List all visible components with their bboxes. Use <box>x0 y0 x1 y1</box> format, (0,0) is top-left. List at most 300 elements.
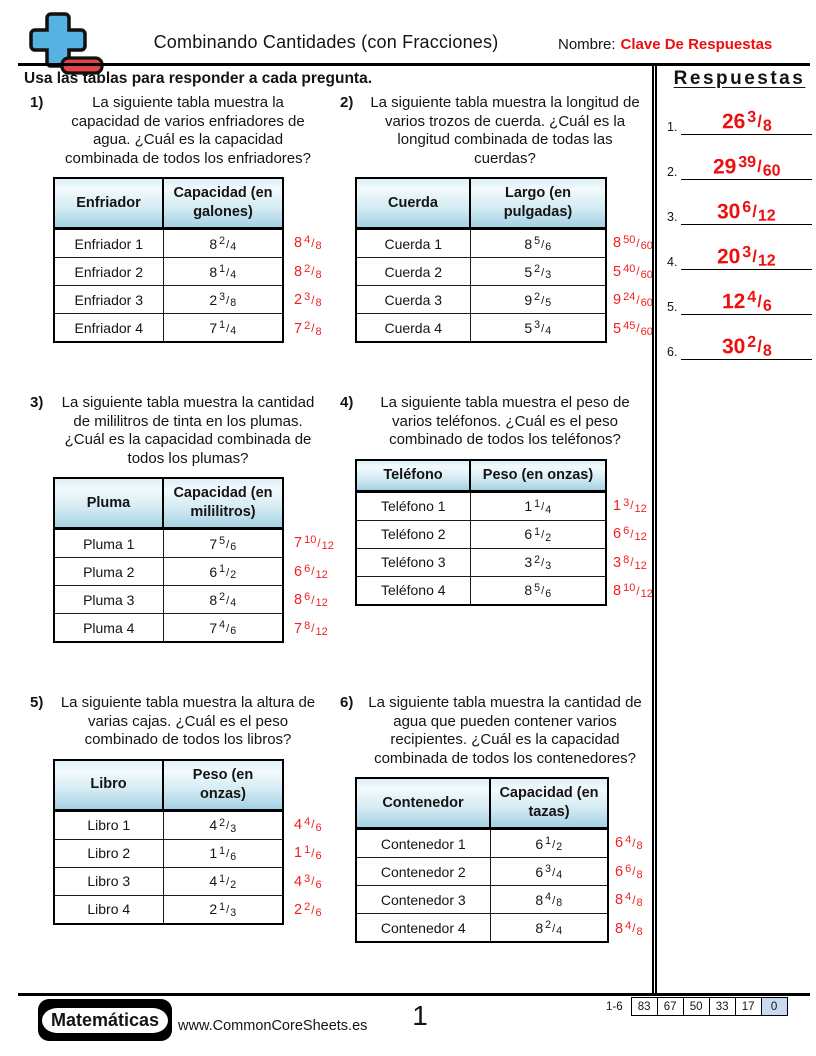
fraction-numerator: 5 <box>534 581 541 594</box>
row-value-fraction <box>535 864 562 880</box>
fraction-whole: 8 <box>294 263 303 280</box>
fraction-denominator: 6 <box>315 878 322 891</box>
question-text-content: La siguiente tabla muestra la cantidad de mililitros de tinta en los plumas. ¿Cuál es la capacidad combinada de todos los plumas? <box>61 394 315 467</box>
brand-badge <box>38 999 172 1041</box>
table-col-header: Pluma <box>54 478 163 529</box>
row-value-fraction <box>524 264 551 280</box>
row-value <box>163 286 283 314</box>
data-table <box>355 777 609 943</box>
data-table <box>355 459 607 606</box>
fraction-numerator: 2 <box>219 591 226 604</box>
fraction-denominator: 2 <box>230 569 237 582</box>
table-col-header: Contenedor <box>356 778 490 829</box>
fraction-whole: 7 <box>294 320 303 337</box>
fraction-whole: 6 <box>535 835 544 852</box>
fraction-whole: 6 <box>209 563 218 580</box>
question-number: 4) <box>340 394 354 411</box>
fraction-whole: 12 <box>721 290 746 314</box>
row-value-fraction <box>209 901 236 917</box>
fraction-whole: 7 <box>294 620 303 637</box>
table-header-row <box>356 178 606 229</box>
table-head <box>54 760 283 811</box>
converted-fraction <box>294 845 322 861</box>
handwritten-converted-value <box>613 520 653 549</box>
fraction-slash: / <box>632 865 636 879</box>
fraction-slash: / <box>541 266 545 279</box>
fraction-whole: 5 <box>524 263 533 280</box>
handwritten-answers-column <box>613 459 653 606</box>
fraction-numerator: 2 <box>219 235 226 248</box>
answer-blank <box>681 100 812 135</box>
table-head <box>54 178 283 229</box>
fraction-denominator: 2 <box>556 841 563 854</box>
fraction-slash: / <box>317 536 321 550</box>
fraction-numerator: 39 <box>738 153 757 172</box>
fraction-denominator: 6 <box>315 821 322 834</box>
fraction-numerator: 1 <box>219 844 226 857</box>
fraction-denominator: 8 <box>315 268 322 281</box>
fraction-slash: / <box>552 866 556 879</box>
table-row <box>356 286 606 314</box>
fraction-numerator: 2 <box>746 333 757 351</box>
question-body <box>355 777 654 943</box>
fraction-denominator: 8 <box>556 897 563 910</box>
converted-fraction <box>615 921 643 937</box>
fraction-whole: 2 <box>209 901 218 917</box>
fraction-numerator: 50 <box>623 234 636 247</box>
table-col-header: Capacidad (en tazas) <box>490 778 608 829</box>
converted-fraction <box>294 817 322 833</box>
fraction-slash: / <box>311 622 315 636</box>
question-number: 1) <box>30 94 44 111</box>
table-row <box>54 839 283 867</box>
score-box: 50 <box>683 998 709 1015</box>
converted-fraction <box>294 564 328 580</box>
fraction-slash: / <box>756 291 762 311</box>
table-row <box>356 520 606 548</box>
fraction-whole: 4 <box>209 817 218 833</box>
fraction-denominator: 4 <box>556 869 563 882</box>
fraction-whole: 3 <box>613 554 622 571</box>
row-value-fraction <box>535 836 562 852</box>
table-col-header: Cuerda <box>356 178 470 229</box>
row-value <box>490 886 608 914</box>
fraction-slash: / <box>311 818 315 832</box>
fraction-slash: / <box>636 584 640 598</box>
fraction-denominator: 5 <box>545 297 552 310</box>
table-row <box>54 314 283 343</box>
fraction-slash: / <box>226 266 230 279</box>
fraction-whole: 1 <box>209 845 218 861</box>
fraction-denominator: 8 <box>315 240 322 253</box>
handwritten-converted-value <box>613 258 653 287</box>
converted-fraction <box>613 555 647 571</box>
row-value <box>163 258 283 286</box>
table-row <box>356 576 606 605</box>
fraction-whole: 3 <box>524 554 533 570</box>
question-block <box>20 94 330 394</box>
table-row <box>54 895 283 924</box>
fraction-numerator: 2 <box>219 816 226 829</box>
fraction-slash: / <box>552 922 556 935</box>
row-value <box>163 529 283 558</box>
fraction-numerator: 2 <box>545 919 552 932</box>
fraction-numerator: 6 <box>623 525 630 538</box>
row-label: Cuerda 1 <box>356 229 470 258</box>
row-value <box>163 314 283 343</box>
row-label: Libro 4 <box>54 895 163 924</box>
fraction-denominator: 12 <box>634 531 647 544</box>
question-header <box>30 394 330 468</box>
table-row <box>356 491 606 520</box>
fraction-slash: / <box>752 201 758 222</box>
fraction-denominator: 12 <box>315 597 328 610</box>
fraction-whole: 6 <box>294 563 303 580</box>
handwritten-answers-column <box>615 777 643 943</box>
question-block <box>330 94 654 394</box>
fraction-denominator: 12 <box>758 252 777 270</box>
fraction-whole: 26 <box>721 110 746 134</box>
score-box: 67 <box>657 998 683 1015</box>
row-value <box>470 314 606 343</box>
row-label: Contenedor 1 <box>356 829 490 858</box>
question-text <box>56 94 330 168</box>
row-value-fraction <box>209 320 236 336</box>
fraction-denominator: 6 <box>230 850 237 863</box>
fraction-numerator: 2 <box>304 262 311 275</box>
fraction-denominator: 6 <box>230 625 237 638</box>
handwritten-converted-value <box>294 896 322 925</box>
fraction-whole: 6 <box>613 526 622 543</box>
row-value-fraction <box>524 526 551 542</box>
table-row <box>54 529 283 558</box>
row-value <box>470 548 606 576</box>
handwritten-converted-value <box>294 229 322 258</box>
fraction-whole: 8 <box>524 235 533 252</box>
question-body <box>53 177 330 343</box>
fraction-whole: 8 <box>294 592 303 609</box>
fraction-numerator: 4 <box>304 234 311 247</box>
question-header <box>340 394 654 450</box>
fraction-numerator: 5 <box>219 535 226 548</box>
fraction-whole: 7 <box>294 535 303 552</box>
fraction-denominator: 8 <box>762 117 772 135</box>
handwritten-converted-value <box>613 286 653 315</box>
question-number: 2) <box>340 94 354 111</box>
fraction-numerator: 6 <box>742 198 752 217</box>
row-value <box>163 895 283 924</box>
fraction-numerator: 45 <box>623 319 636 332</box>
fraction-denominator: 6 <box>545 587 552 600</box>
fraction-slash: / <box>226 594 230 607</box>
fraction-numerator: 5 <box>534 235 541 248</box>
row-value <box>163 558 283 586</box>
answer-fraction <box>722 290 772 315</box>
fraction-whole: 2 <box>294 292 303 309</box>
fraction-slash: / <box>311 846 315 860</box>
table-col-header: Libro <box>54 760 163 811</box>
handwritten-converted-value <box>613 549 653 578</box>
handwritten-converted-value <box>613 577 653 606</box>
fraction-numerator: 4 <box>545 891 552 904</box>
table-col-header: Peso (en onzas) <box>163 760 283 811</box>
row-label: Contenedor 4 <box>356 914 490 943</box>
question-number: 5) <box>30 694 44 711</box>
score-boxes <box>631 997 788 1016</box>
fraction-numerator: 2 <box>534 553 541 566</box>
converted-fraction <box>613 526 647 542</box>
fraction-denominator: 3 <box>230 822 237 835</box>
name-label: Nombre: <box>558 36 616 53</box>
fraction-numerator: 4 <box>219 619 226 632</box>
fraction-whole: 8 <box>209 263 218 280</box>
row-label: Contenedor 3 <box>356 886 490 914</box>
fraction-denominator: 60 <box>762 162 781 180</box>
data-table <box>53 477 284 643</box>
fraction-numerator: 1 <box>219 900 226 913</box>
score-box: 17 <box>735 998 761 1015</box>
fraction-denominator: 6 <box>315 850 322 863</box>
table-body <box>54 529 283 643</box>
row-label: Enfriador 1 <box>54 229 163 258</box>
fraction-denominator: 12 <box>315 625 328 638</box>
answer-item <box>667 90 812 135</box>
answer-number: 1. <box>667 120 678 134</box>
handwritten-converted-value <box>294 529 334 558</box>
question-text <box>366 94 654 168</box>
answer-fraction <box>717 244 776 269</box>
table-body <box>54 229 283 343</box>
fraction-denominator: 4 <box>230 241 237 254</box>
row-value-fraction <box>535 892 562 908</box>
fraction-whole: 6 <box>615 863 624 880</box>
handwritten-converted-value <box>294 286 322 315</box>
row-value <box>490 914 608 943</box>
name-row <box>558 36 772 53</box>
page-number: 1 <box>412 1000 428 1031</box>
fraction-denominator: 4 <box>230 269 237 282</box>
fraction-denominator: 60 <box>640 325 653 338</box>
fraction-whole: 4 <box>209 873 218 889</box>
answer-item <box>667 315 812 360</box>
fraction-slash: / <box>541 557 545 570</box>
fraction-whole: 8 <box>535 919 544 936</box>
fraction-whole: 2 <box>294 902 303 919</box>
fraction-numerator: 4 <box>625 919 632 932</box>
row-label: Enfriador 3 <box>54 286 163 314</box>
table-body <box>356 229 606 343</box>
fraction-slash: / <box>541 322 545 335</box>
answer-number: 3. <box>667 210 678 224</box>
question-body <box>355 177 654 343</box>
row-label: Teléfono 3 <box>356 548 470 576</box>
row-value-fraction <box>209 873 236 889</box>
fraction-whole: 8 <box>209 235 218 252</box>
fraction-denominator: 8 <box>636 840 643 853</box>
fraction-slash: / <box>226 538 230 551</box>
fraction-numerator: 3 <box>742 243 752 262</box>
row-value-fraction <box>524 554 551 570</box>
row-value-fraction <box>524 582 551 598</box>
fraction-slash: / <box>632 893 636 907</box>
question-text-content: La siguiente tabla muestra la capacidad de varios enfriadores de agua. ¿Cuál es la capacidad combinada de todos los enfriadores? <box>65 94 311 167</box>
row-value-fraction <box>209 592 236 608</box>
fraction-denominator: 12 <box>758 207 777 225</box>
row-value-fraction <box>524 292 551 308</box>
fraction-denominator: 6 <box>230 541 237 554</box>
answer-item <box>667 135 812 180</box>
fraction-slash: / <box>226 904 230 917</box>
row-value-fraction <box>524 236 551 252</box>
fraction-numerator: 3 <box>304 872 311 885</box>
fraction-whole: 4 <box>294 873 303 890</box>
fraction-slash: / <box>552 838 556 851</box>
fraction-numerator: 1 <box>219 872 226 885</box>
handwritten-converted-value <box>613 492 653 521</box>
fraction-whole: 7 <box>209 319 218 336</box>
table-header-row <box>54 760 283 811</box>
row-value-fraction <box>209 845 236 861</box>
fraction-denominator: 4 <box>545 503 552 516</box>
page-title: Combinando Cantidades (con Fracciones) <box>153 32 499 52</box>
row-label: Pluma 1 <box>54 529 163 558</box>
fraction-slash: / <box>552 894 556 907</box>
fraction-denominator: 3 <box>230 906 237 919</box>
fraction-denominator: 8 <box>762 342 772 360</box>
row-value-fraction <box>209 564 236 580</box>
problem-range: 1-6 <box>606 1000 623 1013</box>
row-label: Teléfono 1 <box>356 491 470 520</box>
row-value <box>163 614 283 643</box>
table-row <box>54 558 283 586</box>
row-label: Pluma 4 <box>54 614 163 643</box>
converted-fraction <box>613 264 653 280</box>
handwritten-converted-value <box>615 886 643 915</box>
fraction-numerator: 3 <box>623 496 630 509</box>
fraction-numerator: 40 <box>623 262 636 275</box>
website-url: www.CommonCoreSheets.es <box>178 1018 368 1034</box>
fraction-numerator: 1 <box>304 844 311 857</box>
fraction-slash: / <box>756 336 762 356</box>
row-value <box>163 810 283 839</box>
fraction-whole: 8 <box>535 891 544 908</box>
footer-divider <box>18 993 810 996</box>
row-value-fraction <box>209 292 236 308</box>
fraction-slash: / <box>311 265 315 279</box>
fraction-numerator: 3 <box>219 291 226 304</box>
fraction-slash: / <box>636 265 640 279</box>
data-table <box>355 177 607 343</box>
fraction-slash: / <box>632 922 636 936</box>
fraction-slash: / <box>636 236 640 250</box>
fraction-slash: / <box>226 294 230 307</box>
answer-number: 5. <box>667 300 678 314</box>
handwritten-converted-value <box>294 868 322 897</box>
converted-fraction <box>613 498 647 514</box>
converted-fraction <box>615 892 643 908</box>
question-body <box>53 759 330 925</box>
answers-list <box>667 90 812 360</box>
fraction-slash: / <box>226 876 230 889</box>
row-label: Pluma 2 <box>54 558 163 586</box>
question-text <box>56 694 330 750</box>
handwritten-answers-column <box>613 177 653 343</box>
question-header <box>30 94 330 168</box>
fraction-denominator: 12 <box>640 588 653 601</box>
fraction-slash: / <box>311 236 315 250</box>
questions-grid <box>20 94 654 994</box>
row-value-fraction <box>209 264 236 280</box>
fraction-slash: / <box>226 566 230 579</box>
handwritten-converted-value <box>294 811 322 840</box>
fraction-denominator: 4 <box>230 325 237 338</box>
question-block <box>20 394 334 694</box>
brand-logo <box>26 10 106 78</box>
table-row <box>54 286 283 314</box>
fraction-slash: / <box>311 565 315 579</box>
question-header <box>340 694 654 768</box>
fraction-numerator: 4 <box>304 815 311 828</box>
fraction-numerator: 3 <box>534 319 541 332</box>
answer-fraction <box>722 110 772 135</box>
question-block <box>330 394 654 694</box>
table-body <box>54 810 283 924</box>
fraction-denominator: 8 <box>636 897 643 910</box>
table-row <box>356 829 608 858</box>
table-row <box>356 886 608 914</box>
fraction-numerator: 1 <box>545 835 552 848</box>
question-text-content: La siguiente tabla muestra la cantidad de agua que pueden contener varios recipientes. ¿Cuál es la capacidad combinada de todos los contenedores? <box>368 694 642 767</box>
fraction-numerator: 4 <box>625 834 632 847</box>
question-body <box>53 477 334 643</box>
fraction-whole: 4 <box>294 816 303 833</box>
fraction-denominator: 3 <box>545 559 552 572</box>
fraction-denominator: 6 <box>762 297 772 315</box>
fraction-whole: 8 <box>613 235 622 252</box>
handwritten-answers-column <box>294 177 322 343</box>
fraction-numerator: 1 <box>534 525 541 538</box>
question-header <box>340 94 654 168</box>
fraction-slash: / <box>630 499 634 513</box>
plus-minus-icon <box>26 10 106 78</box>
row-value <box>470 520 606 548</box>
row-value-fraction <box>524 498 551 514</box>
handwritten-converted-value <box>294 258 322 287</box>
fraction-whole: 6 <box>524 526 533 542</box>
fraction-whole: 6 <box>535 863 544 880</box>
table-header-row <box>356 778 608 829</box>
table-row <box>356 314 606 343</box>
question-number: 3) <box>30 394 44 411</box>
fraction-numerator: 2 <box>304 319 311 332</box>
fraction-denominator: 4 <box>545 325 552 338</box>
fraction-whole: 29 <box>712 155 737 179</box>
converted-fraction <box>613 235 653 251</box>
fraction-numerator: 3 <box>304 291 311 304</box>
fraction-whole: 7 <box>209 535 218 552</box>
table-row <box>54 258 283 286</box>
fraction-denominator: 8 <box>636 925 643 938</box>
fraction-slash: / <box>636 293 640 307</box>
fraction-slash: / <box>630 527 634 541</box>
table-row <box>356 229 606 258</box>
fraction-slash: / <box>541 294 545 307</box>
table-head <box>54 478 283 529</box>
fraction-denominator: 6 <box>315 907 322 920</box>
handwritten-converted-value <box>294 615 334 644</box>
converted-fraction <box>294 621 328 637</box>
converted-fraction <box>294 535 334 551</box>
